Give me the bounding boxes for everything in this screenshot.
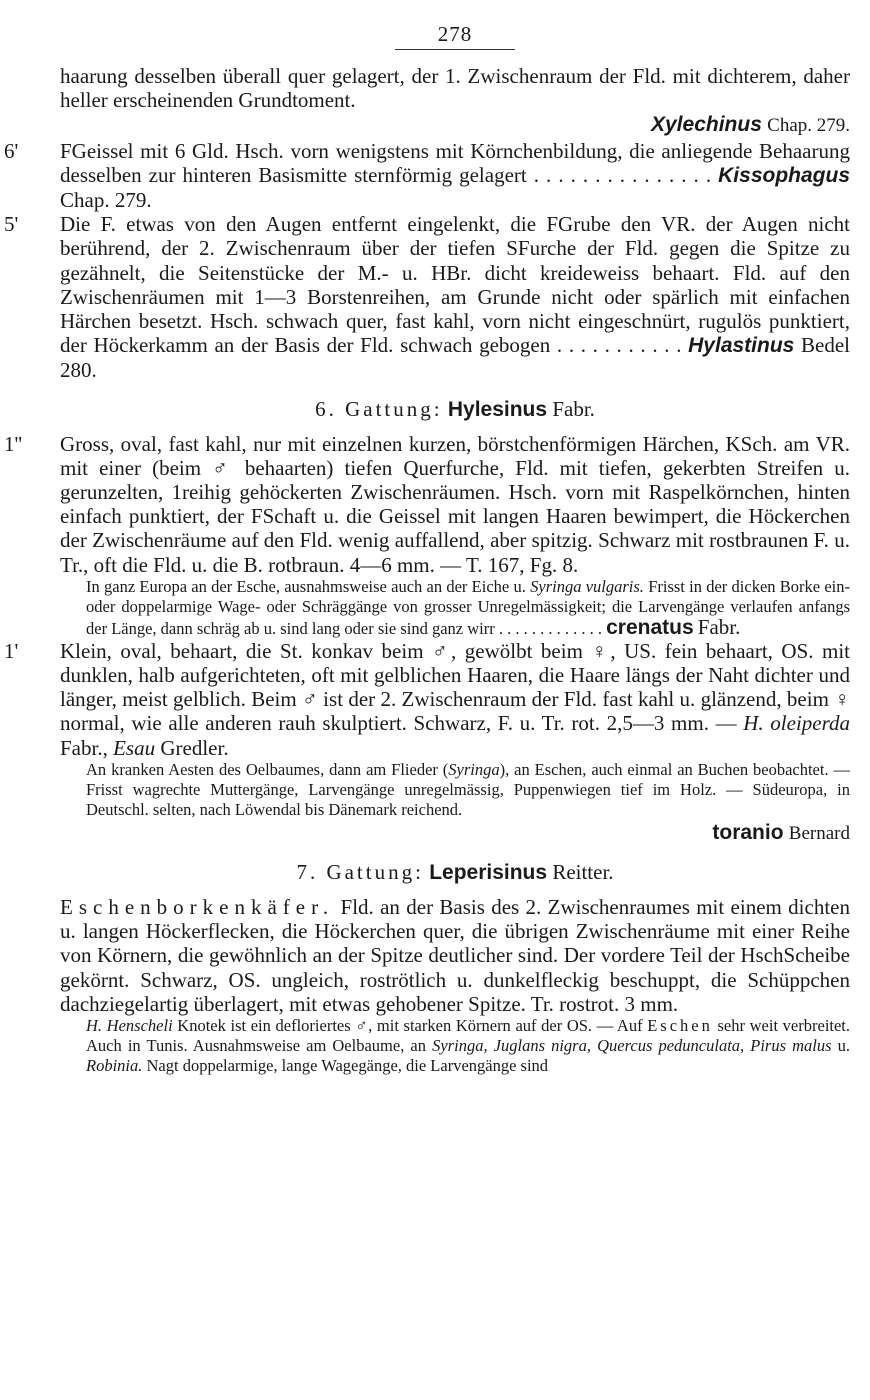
synonym: H. oleiperda: [743, 711, 851, 736]
couplet-number: 5': [4, 212, 19, 237]
note-text: Frisst in der dicken Borke ein- oder doppelarmige Wage- oder Schräggänge von grosser Unregelmässigkeit; die Larvengänge verlaufen anfangs der Länge, dann schräg ab u. sind lang oder sie sind ganz wirr . . . . . . . . . . . . .: [86, 576, 851, 638]
page: [4, 22, 851, 1076]
note-spaced: Eschen: [647, 1016, 713, 1036]
page-number: 278: [395, 22, 515, 50]
note-text: sehr weit verbreitet. Auch in Tunis. Ausnahmsweise am Oelbaume, an: [86, 1016, 851, 1056]
taxon-author: Chap. 279.: [767, 115, 850, 137]
taxon-name: crenatus: [606, 615, 694, 639]
common-name: Eschenborkenkäfer.: [60, 895, 335, 920]
note-text: u.: [837, 1036, 851, 1056]
taxon-name: Xylechinus: [651, 113, 762, 137]
taxon-name: toranio: [712, 820, 784, 844]
genus-author: Reitter.: [552, 860, 614, 885]
note-italic: Robinia.: [86, 1056, 143, 1076]
xylechinus-block: [60, 64, 850, 139]
note-text: Knotek ist ein defloriertes ♂, mit starken Körnern auf der OS. — Auf: [177, 1016, 643, 1036]
couplet-number: 1'': [4, 431, 23, 456]
biology-note: [86, 1016, 850, 1076]
section-heading-leperisinus: [60, 860, 850, 885]
note-text: In ganz Europa an der Esche, ausnahmsweise auch an der Eiche u.: [86, 576, 526, 596]
couplet-number: 1': [4, 638, 19, 663]
note-text: Nagt doppelarmige, lange Wagegänge, die Larvengänge sind: [146, 1056, 549, 1076]
biology-note: [86, 577, 850, 639]
taxon-reference: [60, 112, 850, 138]
couplet-text: [60, 639, 850, 760]
synonym-author: Gredler.: [160, 735, 229, 760]
genus-author: Fabr.: [552, 396, 595, 421]
paragraph-text: haarung desselben überall quer gelagert, der 1. Zwischenraum der Fld. mit dichterem, daher heller erscheinenden Grundtoment.: [60, 64, 850, 113]
couplet-description: Klein, oval, behaart, die St. konkav beim ♂, gewölbt beim ♀, US. fein behaart, OS. mit dunklen, halb aufgerichteten, oft mit gelblichen Haaren, die Haare längs der Naht dichter und länger, meist gelblich. Beim ♂ ist der 2. Zwischenraum der Fld. fast kahl u. glänzend, beim ♀ normal, wie alle anderen rauh skulptiert. Schwarz, F. u. Tr. rot. 2,5—3 mm. —: [60, 638, 850, 736]
note-text: An kranken Aesten des Oelbaumes, dann am Flieder (: [86, 759, 449, 779]
couplet-1-prime: [4, 638, 851, 846]
couplet-5-prime: [4, 212, 851, 383]
genus-name: Hylesinus: [447, 397, 548, 421]
section-heading-hylesinus: [60, 397, 850, 422]
taxon-author: Chap. 279.: [60, 188, 152, 213]
biology-note: [86, 760, 850, 820]
description: Fld. an der Basis des 2. Zwischenraumes mit einem dichten u. langen Höckerflecken, die Höckerchen quer, die übrigen Zwischenräume mit einer Reihe von Körnern, die gewöhnlich an der Spitze deutlicher sind. Der vordere Teil der HschScheibe gekörnt. Schwarz, OS. ungleich, roströtlich u. dunkelfleckig beschuppt, die Schüppchen dachziegelartig überlagert, mit etwas gehobener Spitze. Tr. rostrot. 3 mm.: [60, 895, 850, 1016]
taxon-name: Kissophagus: [718, 163, 850, 187]
couplet-6-prime: [4, 138, 850, 213]
taxon-name: Hylastinus: [688, 334, 795, 358]
section-prefix: 7. Gattung:: [296, 860, 424, 885]
note-italic: H. Henscheli: [86, 1016, 173, 1036]
note-text: ), an Eschen, auch einmal an Buchen beobachtet. — Frisst wagrechte Muttergänge, Larvengänge unregelmässig, Puppenwiegen tief im Holz. — Südeuropa, in Deutschl. selten, nach Löwendal bis Dänemark reichend.: [86, 759, 850, 819]
synonym: Esau: [113, 735, 156, 760]
section-prefix: 6. Gattung:: [315, 396, 443, 421]
paragraph-text: [60, 895, 850, 1016]
synonym-author: Fabr.,: [60, 735, 108, 760]
couplet-description: Gross, oval, fast kahl, nur mit einzelnen kurzen, börstchenförmigen Härchen, KSch. am VR. mit einer (beim ♂ behaarten) tiefen Querfurche, Fld. mit tiefen, gekerbten Streifen u. gerunzelten, 1reihig gehöckerten Zwischenräumen. Hsch. vorn mit Raspelkörnchen, hinten einfach punktiert, der FSchaft u. die Geissel mit langen Haaren bewimpert, die Höckerchen der Zwischenräume auf den Fld. wenig auffallend, aber spitzig. Schwarz mit rostbraunen F. u. Tr., oft die Fld. u. die B. rotbraun. 4—6 mm. — T. 167, Fg. 8.: [60, 431, 850, 577]
note-italic: Syringa: [448, 759, 500, 779]
taxon-author: Bedel 280.: [60, 333, 851, 383]
note-italic: Syringa, Juglans nigra, Quercus pedunculata, Pirus malus: [432, 1036, 832, 1056]
genus-name: Leperisinus: [429, 861, 548, 885]
leperisinus-block: [60, 895, 850, 1076]
taxon-reference: [60, 820, 850, 846]
note-italic: Syringa vulgaris.: [530, 576, 644, 596]
couplet-description: FGeissel mit 6 Gld. Hsch. vorn wenigstens mit Körnchenbildung, die anliegende Behaarung desselben zur hinteren Basismitte sternförmig gelagert . . . . . . . . . . . . . . .: [60, 138, 850, 187]
couplet-text: [60, 139, 850, 213]
couplet-text: [60, 212, 850, 382]
couplet-1-double-prime: [4, 431, 851, 639]
taxon-author: Bernard: [788, 822, 850, 844]
couplet-description: Die F. etwas von den Augen entfernt eingelenkt, die FGrube den VR. der Augen nicht berührend, der 2. Zwischenraum über der tiefen SFurche der Fld. gegen die Spitze zu gezähnelt, die Seitenstücke der M.- u. HBr. dicht kreideweiss behaart. Fld. auf den Zwischenräumen mit 1—3 Borstenreihen, am Grunde nicht oder spärlich mit einfachen Härchen besetzt. Hsch. schwach quer, fast kahl, vorn nicht eingeschnürt, rugulös punktiert, der Höckerkamm an der Basis der Fld. schwach gebogen . . . . . . . . . . .: [60, 212, 850, 358]
couplet-number: 6': [4, 138, 19, 163]
taxon-author: Fabr.: [697, 614, 741, 639]
